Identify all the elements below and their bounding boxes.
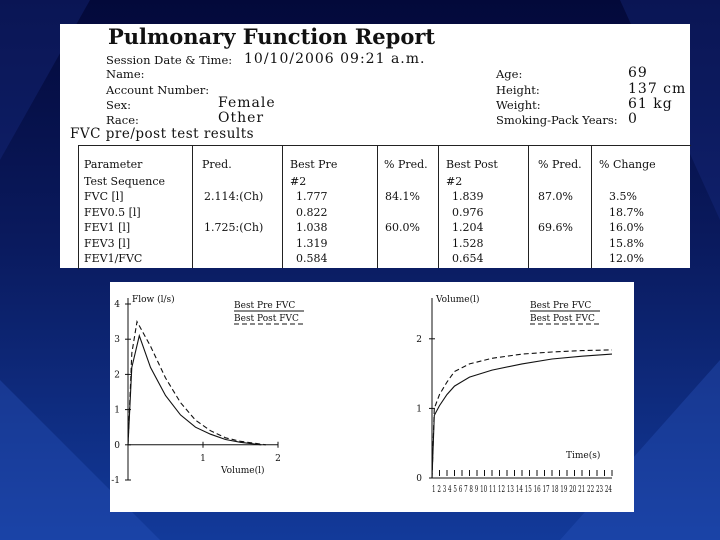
flow-volume-chart	[110, 282, 370, 512]
y-tick-label: 4	[114, 300, 120, 310]
account-label: Account Number:	[106, 83, 210, 97]
x-axis-label: Time(s)	[566, 451, 601, 461]
table-cell: 0.584	[296, 252, 328, 265]
table-cell: FEV1/FVC	[84, 252, 143, 265]
session-value: 10/10/2006 09:21 a.m.	[244, 51, 426, 67]
table-cell: 0.822	[296, 205, 328, 219]
pulmonary-report	[60, 24, 690, 268]
smoking-value: 0	[628, 111, 638, 127]
y-tick-label: 2	[416, 334, 422, 345]
weight-value: 61 kg	[628, 96, 673, 112]
table-cell: 1.528	[452, 236, 484, 250]
table-cell: #2	[290, 174, 307, 188]
legend-entry: Best Pre FVC	[530, 301, 592, 311]
session-label: Session Date & Time:	[106, 53, 233, 67]
table-header-cell: Parameter	[84, 158, 143, 171]
weight-label: Weight:	[496, 98, 541, 112]
age-label: Age:	[496, 67, 523, 81]
series-line-1	[128, 322, 266, 445]
legend-entry: Best Post FVC	[234, 314, 299, 324]
y-tick-label: 3	[114, 335, 120, 346]
table-cell: 60.0%	[385, 221, 420, 234]
table-header-cell: Best Pre	[290, 158, 338, 171]
table-cell: FVC [l]	[84, 190, 124, 203]
y-tick-label: -1	[111, 476, 120, 486]
table-cell: 16.0%	[609, 221, 644, 234]
table-cell: 1.777	[296, 190, 328, 203]
report-title: Pulmonary Function Report	[108, 24, 436, 49]
y-tick-label: 2	[114, 370, 120, 381]
table-cell: 3.5%	[609, 190, 637, 203]
y-tick-label: 1	[416, 404, 422, 415]
table-cell: 1.319	[296, 236, 328, 250]
table-header-cell: % Pred.	[538, 158, 582, 171]
table-cell: 84.1%	[385, 190, 420, 203]
table-header-cell: % Change	[599, 158, 656, 171]
x-tick-labels: 1 2 3 4 5 6 7 8 9 10 11 12 13 14 15 16 17 18 19 20 21 22 23 24	[432, 485, 613, 495]
x-tick-label: 1	[200, 453, 206, 464]
table-cell: 15.8%	[609, 236, 644, 250]
y-tick-label: 1	[114, 405, 120, 416]
smoking-label: Smoking-Pack Years:	[496, 113, 618, 127]
y-axis-label: Flow (l/s)	[132, 295, 175, 305]
table-cell: 87.0%	[538, 190, 573, 203]
height-label: Height:	[496, 83, 540, 97]
table-cell: FEV1 [l]	[84, 221, 131, 234]
table-cell: #2	[446, 174, 463, 188]
name-label: Name:	[106, 67, 145, 81]
y-tick-label: 0	[416, 474, 422, 484]
table-cell: 12.0%	[609, 252, 644, 265]
height-value: 137 cm	[628, 81, 687, 97]
table-cell: 2.114:(Ch)	[204, 190, 264, 203]
y-axis-label: Volume(l)	[436, 295, 480, 305]
table-header-cell: % Pred.	[384, 158, 428, 171]
sex-value: Female	[218, 95, 276, 111]
table-cell: 69.6%	[538, 221, 573, 234]
race-value: Other	[218, 110, 265, 126]
volume-time-chart	[372, 282, 636, 512]
age-value: 69	[628, 65, 648, 81]
table-cell: 1.204	[452, 221, 484, 234]
table-cell: 1.725:(Ch)	[204, 221, 264, 234]
table-cell: FEV3 [l]	[84, 236, 131, 250]
series-line-0	[128, 336, 261, 445]
table-cell: 1.839	[452, 190, 484, 203]
x-tick-label: 2	[275, 453, 281, 464]
table-cell: 18.7%	[609, 205, 644, 219]
legend-entry: Best Pre FVC	[234, 301, 296, 311]
race-label: Race:	[106, 113, 139, 127]
section-title: FVC pre/post test results	[70, 126, 255, 142]
table-cell: 0.654	[452, 252, 484, 265]
x-axis-label: Volume(l)	[221, 465, 265, 476]
table-header-cell: Best Post	[446, 158, 498, 171]
y-tick-label: 0	[114, 440, 120, 451]
table-cell: FEV0.5 [l]	[84, 205, 141, 219]
table-cell: Test Sequence	[84, 174, 165, 188]
table-cell: 0.976	[452, 205, 484, 219]
legend-entry: Best Post FVC	[530, 314, 595, 324]
charts-panel	[110, 282, 634, 512]
table-header-cell: Pred.	[202, 158, 232, 171]
table-cell: 1.038	[296, 221, 328, 234]
sex-label: Sex:	[106, 98, 132, 112]
